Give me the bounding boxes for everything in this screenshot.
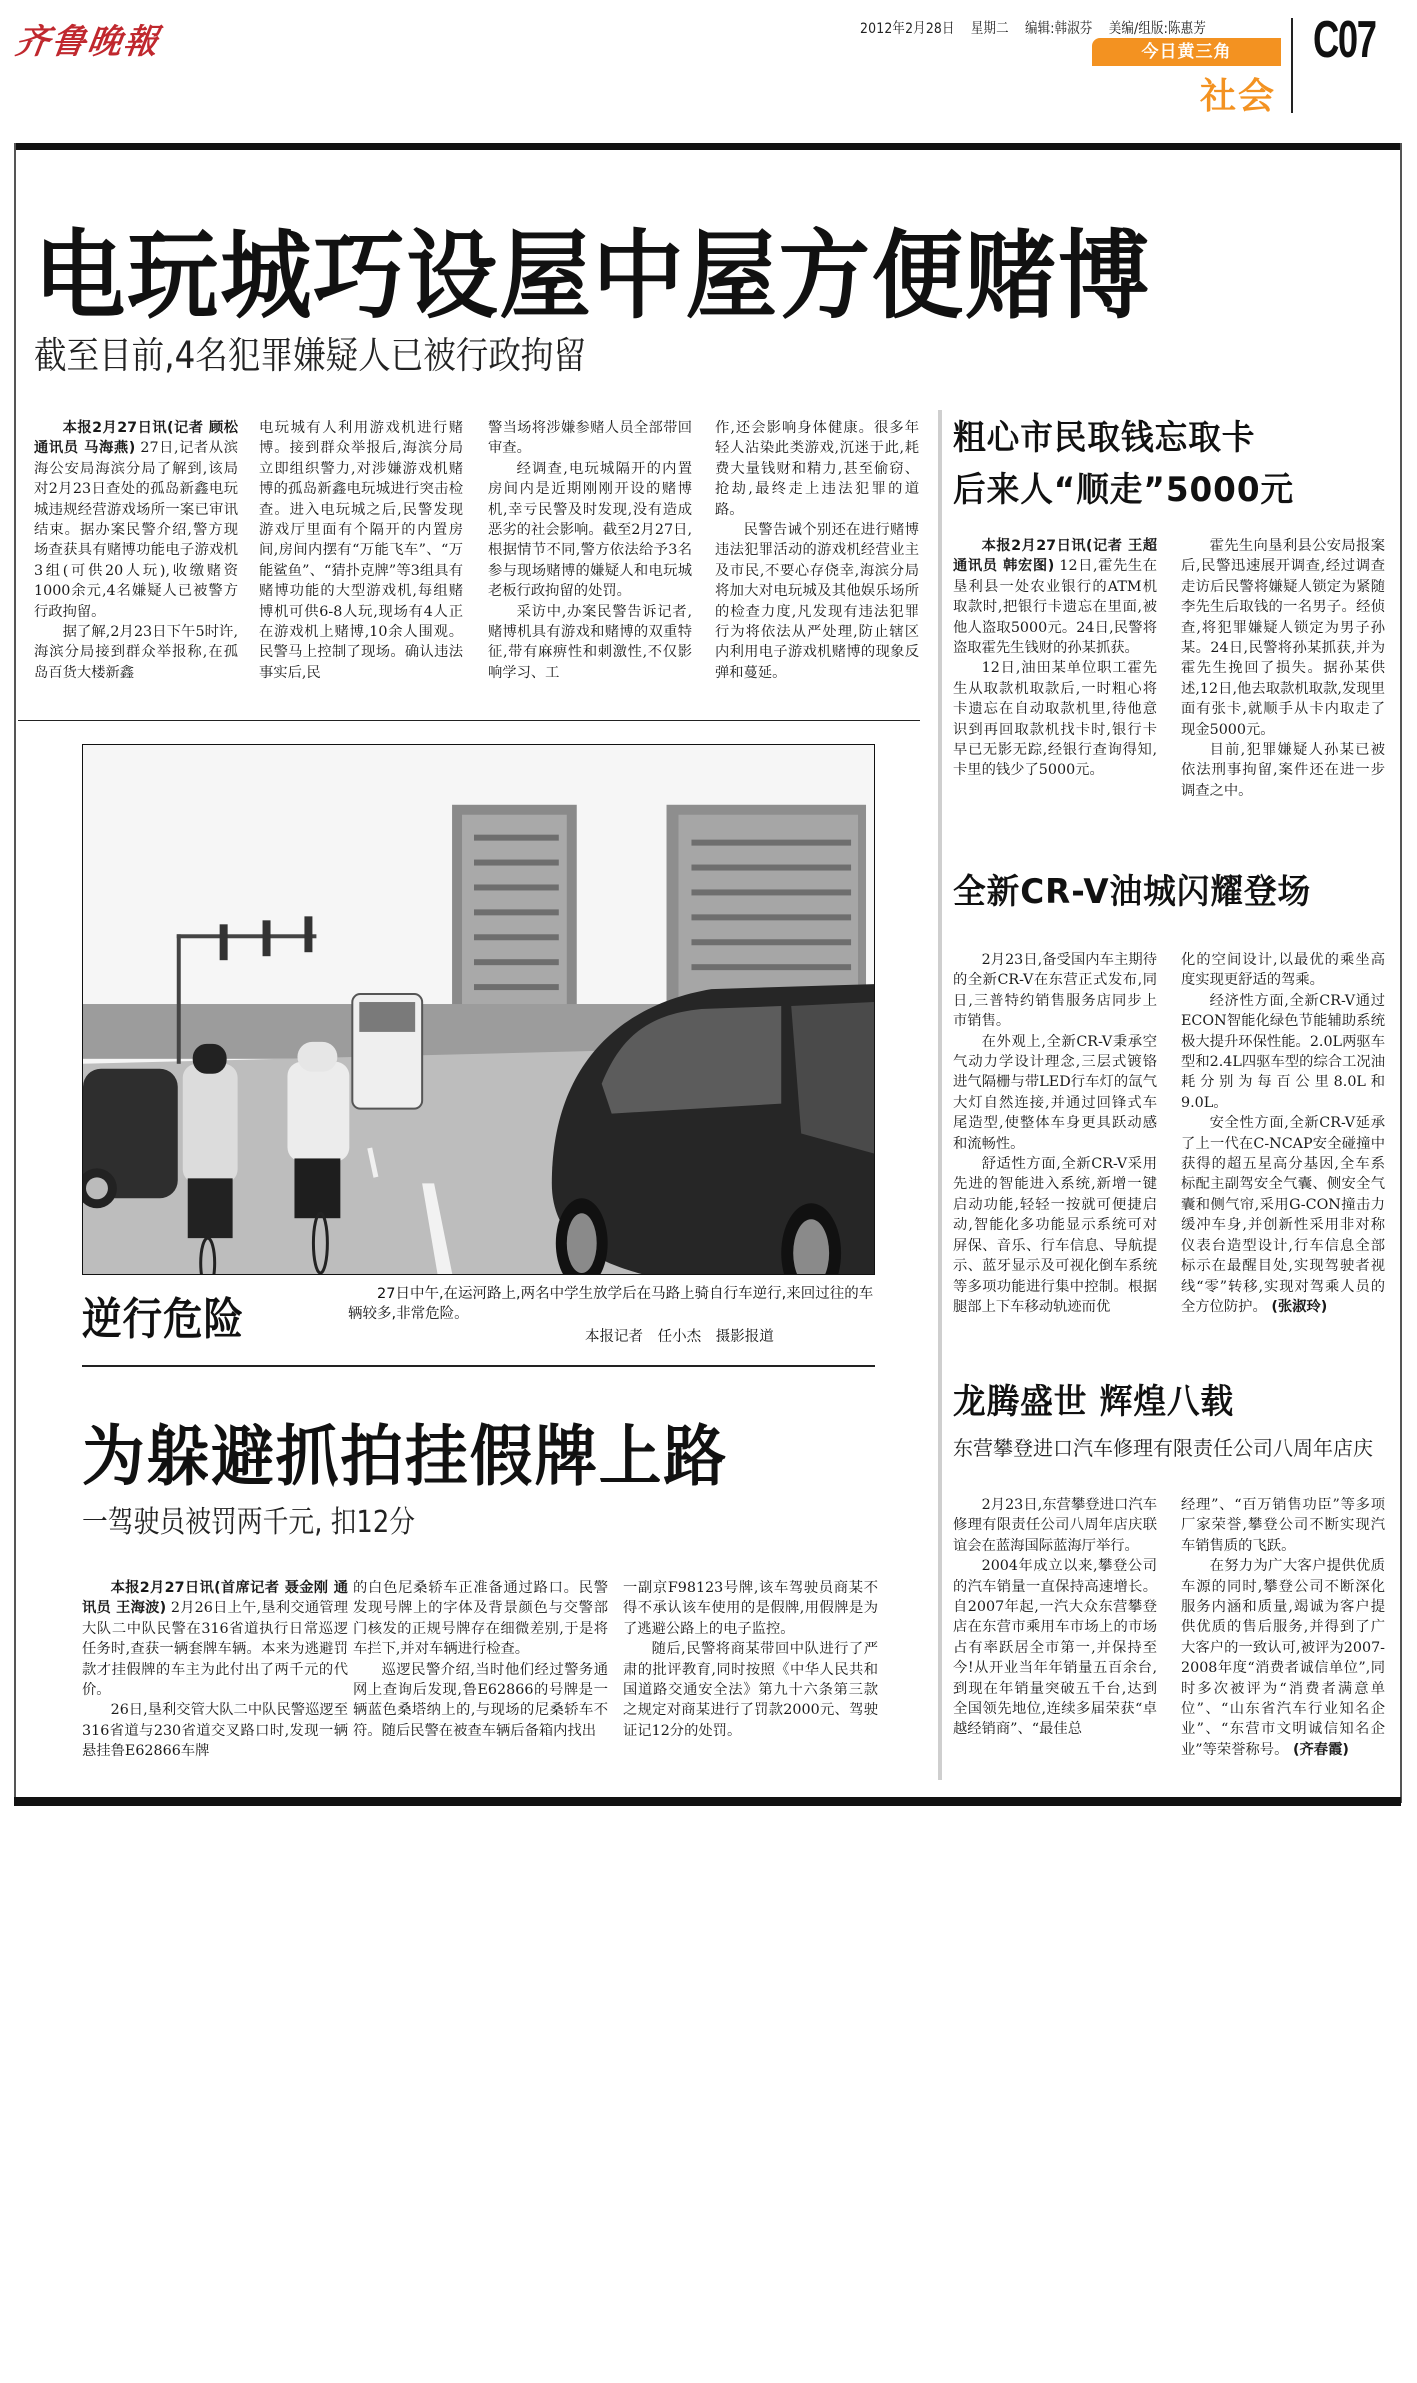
lead-paragraph: 作,还会影响身体健康。很多年轻人沾染此类游戏,沉迷于此,耗费大量钱财和精力,甚至偷窃、抢劫,最终走上违法犯罪的道路。: [715, 420, 919, 518]
side3-paragraph: 2004年成立以来,攀登公司的汽车销量一直保持高速增长。自2007年起,一汽大众东营攀登店在东营市乘用车市场上的市场占有率跃居全市第一,并保持至今!从开业当年年销量五百余台,到现在年销量突破五千台,达到全国领先地位,连续多届荣获“卓越经销商”、“最佳总: [953, 1558, 1157, 1738]
lead-paragraph: 经调查,电玩城隔开的内置房间内是近期刚刚开设的赌博机,幸亏民警及时发现,没有造成恶劣的社会影响。截至2月27日,根据情节不同,警方依法给予3名参与现场赌博的嫌疑人和电玩城老板行政拘留的处罚。: [488, 460, 692, 600]
photo-street-scene: [83, 745, 874, 1274]
side2-paragraph: 2月23日,备受国内车主期待的全新CR-V在东营正式发布,同日,三普特约销售服务店同步上市销售。: [953, 952, 1157, 1030]
side3-paragraph: 在努力为广大客户提供优质车源的同时,攀登公司不断深化服务内涵和质量,竭诚为客户提供优质的售后服务,并得到了广大客户的一致认可,被评为2007-2008年度“消费者诚信单位”,同时多次被评为“消费者满意单位”、“山东省汽车行业知名企业”、“东营市文明诚信知名企业”等荣誉称号。: [1181, 1558, 1385, 1758]
right-column-divider: [938, 410, 942, 1780]
side1-paragraph: 目前,犯罪嫌疑人孙某已被依法刑事拘留,案件还在进一步调查之中。: [1181, 742, 1385, 799]
second-subheadline: 一驾驶员被罚两千元, 扣12分: [82, 1505, 416, 1540]
side3-paragraph: 2月23日,东营攀登进口汽车修理有限责任公司八周年店庆联谊会在蓝海国际蓝海厅举行。: [953, 1497, 1157, 1554]
second-paragraph: 随后,民警将商某带回中队进行了严肃的批评教育,同时按照《中华人民共和国道路交通安全法》第九十六条第三款之规定对商某进行了罚款2000元、驾驶证记12分的处罚。: [623, 1641, 878, 1739]
lead-paragraph: 电玩城有人利用游戏机进行赌博。接到群众举报后,海滨分局立即组织警力,对涉嫌游戏机赌博的孤岛新鑫电玩城进行突击检查。进入电玩城之后,民警发现游戏厅里面有个隔开的内置房间,房间内摆有“万能飞车”、“万能鲨鱼”、“猜扑克牌”等3组具有赌博功能的大型游戏机,每组赌博机可供6-8人玩,现场有4人正在游戏机上赌博,10余人围观。民警马上控制了现场。确认违法事实后,民: [259, 420, 463, 681]
lead-paragraph: 警当场将涉嫌参赌人员全部带回审查。: [488, 420, 692, 457]
side1-byline: 本报2月27日讯(记者 王超 通讯员 韩宏图): [953, 538, 1157, 575]
lead-paragraph: 采访中,办案民警告诉记者,赌博机具有游戏和赌博的双重特征,带有麻痹性和刺激性,不仅影响学习、工: [488, 603, 692, 681]
second-headline: 为躲避抓拍挂假牌上路: [82, 1418, 728, 1495]
side3-paragraph: 经理”、“百万销售功臣”等多项厂家荣誉,攀登公司不断实现汽车销售质的飞跃。: [1181, 1497, 1385, 1554]
side1-column-2: [1181, 536, 1385, 801]
lead-paragraph: 27日,记者从滨海公安局海滨分局了解到,该局对2月23日查处的孤岛新鑫电玩城违规经营游戏场所一案已审讯结束。据办案民警介绍,警方现场查获具有赌博功能电子游戏机3组(可供20人玩),收缴赌资1000余元,4名嫌疑人已被警方行政拘留。: [34, 440, 239, 620]
second-byline: 本报2月27日讯(首席记者 聂金刚 通讯员 王海波): [82, 1580, 348, 1617]
side2-paragraph: 经济性方面,全新CR-V通过ECON智能化绿色节能辅助系统极大提升环保性能。2.0L两驱车型和2.4L四驱车型的综合工况油耗分别为每百公里8.0L和9.0L。: [1181, 992, 1385, 1111]
side1-headline-line2: 后来人“顺走”5000元: [953, 470, 1295, 510]
side3-headline: 龙腾盛世 辉煌八载: [953, 1382, 1235, 1422]
lead-column-4: [715, 418, 919, 683]
lead-column-3: [488, 418, 692, 683]
second-paragraph: 一副京F98123号牌,该车驾驶员商某不得不承认该车使用的是假牌,用假牌是为了逃避公路上的电子监控。: [623, 1580, 878, 1637]
side2-column-1: [953, 950, 1157, 1317]
side1-paragraph: 霍先生向垦利县公安局报案后,民警迅速展开调查,经过调查走访后民警将嫌疑人锁定为紧随李先生后取钱的一名男子。经侦查,将犯罪嫌疑人锁定为男子孙某。24日,民警将孙某抓获,并为霍先生挽回了损失。据孙某供述,12日,他去取款机取款,发现里面有张卡,就顺手从卡内取走了现金5000元。: [1181, 538, 1385, 738]
side3-column-1: [953, 1495, 1157, 1740]
side2-paragraph: 舒适性方面,全新CR-V采用先进的智能进入系统,新增一键启动功能,轻轻一按就可便捷启动,智能化多功能显示系统可对屏保、音乐、行车信息、导航提示、蓝牙显示及可视化倒车系统等多项功能进行集中控制。根据腿部上下车移动轨迹而优: [953, 1156, 1157, 1315]
lead-byline: 本报2月27日讯(记者 顾松 通讯员 马海燕): [34, 420, 238, 457]
side3-column-2: [1181, 1495, 1385, 1760]
lead-subheadline: 截至目前,4名犯罪嫌疑人已被行政拘留: [34, 334, 587, 377]
designer-credit: 美编/组版:陈惠芳: [1108, 21, 1206, 37]
page-frame-top: [14, 143, 1401, 150]
page-frame-left: [14, 143, 16, 1803]
photo-cyclist-2: [287, 1062, 349, 1162]
issue-weekday: 星期二: [970, 21, 1009, 37]
photo-title: 逆行危险: [82, 1294, 244, 1345]
page-number: C07: [1313, 11, 1376, 69]
side3-signature: (齐春霞): [1292, 1741, 1349, 1758]
second-paragraph: 巡逻民警介绍,当时他们经过警务通网上查询后发现,鲁E62866的号牌是一辆蓝色桑塔纳上的,与现场的尼桑轿车不符。随后民警在被查车辆后备箱内找出: [353, 1661, 608, 1739]
lead-paragraph: 据了解,2月23日下午5时许,海滨分局接到群众举报称,在孤岛百货大楼新鑫: [34, 624, 238, 681]
newspaper-logo: 齐鲁晚報: [12, 22, 163, 62]
lead-paragraph: 民警告诫个别还在进行赌博违法犯罪活动的游戏机经营业主及市民,不要心存侥幸,海滨分局将加大对电玩城及其他娱乐场所的检查力度,凡发现有违法犯罪行为将依法从严处理,防止辖区内利用电子游戏机赌博的现象反弹和蔓延。: [715, 522, 919, 681]
lead-column-2: [259, 418, 463, 683]
side1-column-1: [953, 536, 1157, 781]
second-column-3: [623, 1578, 878, 1741]
lead-headline: 电玩城巧设屋中屋方便赌博: [34, 220, 1152, 332]
news-photo: [82, 744, 875, 1275]
lead-column-1: [34, 418, 238, 683]
second-paragraph: 26日,垦利交管大队二中队民警巡逻至316省道与230省道交叉路口时,发现一辆悬挂鲁E62866车牌: [82, 1702, 348, 1760]
second-paragraph: 2月26日上午,垦利交通管理大队二中队民警在316省道执行日常巡逻任务时,查获一辆套牌车辆。本来为逃避罚款才挂假牌的车主为此付出了两千元的代价。: [82, 1600, 349, 1699]
side2-paragraph: 在外观上,全新CR-V秉承空气动力学设计理念,三层式镀铬进气隔栅与带LED行车灯的氙气大灯自然连接,并通过回锋式车尾造型,使整体车身更具跃动感和流畅性。: [953, 1033, 1157, 1152]
side2-paragraph: 安全性方面,全新CR-V延承了上一代在C-NCAP安全碰撞中获得的超五星高分基因,全车系标配主副驾安全气囊、侧安全气囊和侧气帘,采用G-CON撞击力缓冲车身,并创新性采用非对称仪表台造型设计,行车信息全部标示在最醒目处,实现驾驶者视线“零”转移,实现对驾乘人员的全方位防护。: [1181, 1115, 1385, 1315]
photo-caption: 27日中午,在运河路上,两名中学生放学后在马路上骑自行车逆行,来回过往的车辆较多,非常危险。: [348, 1286, 874, 1322]
photo-credit: 本报记者 任小杰 摄影报道: [585, 1329, 774, 1345]
second-column-1: [82, 1578, 348, 1762]
second-paragraph: 的白色尼桑轿车正准备通过路口。民警发现号牌上的字体及背景颜色与交警部门核发的正规号牌存在细微差别,于是将车拦下,并对车辆进行检查。: [353, 1580, 608, 1658]
side1-paragraph: 12日,霍先生在垦利县一处农业银行的ATM机取款时,把银行卡遗忘在里面,被他人盗取5000元。24日,民警将盗取霍先生钱财的孙某抓获。: [953, 558, 1158, 657]
photo-rule: [82, 1365, 875, 1367]
page-frame-bottom: [14, 1797, 1401, 1806]
side1-paragraph: 12日,油田某单位职工霍先生从取款机取款后,一时粗心将卡遗忘在自动取款机里,待他意识到再回取款机找卡时,银行卡早已无影无踪,经银行查询得知,卡里的钱少了5000元。: [953, 660, 1157, 779]
lead-article-rule: [18, 720, 920, 721]
second-column-2: [353, 1578, 608, 1741]
side1-headline-line1: 粗心市民取钱忘取卡: [953, 418, 1256, 458]
side2-headline: 全新CR-V油城闪耀登场: [953, 872, 1312, 912]
masthead-divider: [1291, 18, 1293, 113]
column-tag: 今日黄三角: [1092, 38, 1281, 66]
side2-signature: (张淑玲): [1271, 1298, 1328, 1315]
issue-date: 2012年2月28日: [860, 21, 955, 37]
issue-meta: [860, 17, 1218, 38]
photo-cyclist-1: [183, 1064, 238, 1184]
side2-paragraph: 化的空间设计,以最优的乘坐高度实现更舒适的驾乘。: [1181, 952, 1385, 989]
editor-credit: 编辑:韩淑芬: [1024, 21, 1093, 37]
page-frame-right: [1400, 143, 1402, 1803]
side2-column-2: [1181, 950, 1385, 1317]
side3-subheadline: 东营攀登进口汽车修理有限责任公司八周年店庆: [953, 1436, 1373, 1460]
section-name: 社会: [1200, 76, 1277, 117]
